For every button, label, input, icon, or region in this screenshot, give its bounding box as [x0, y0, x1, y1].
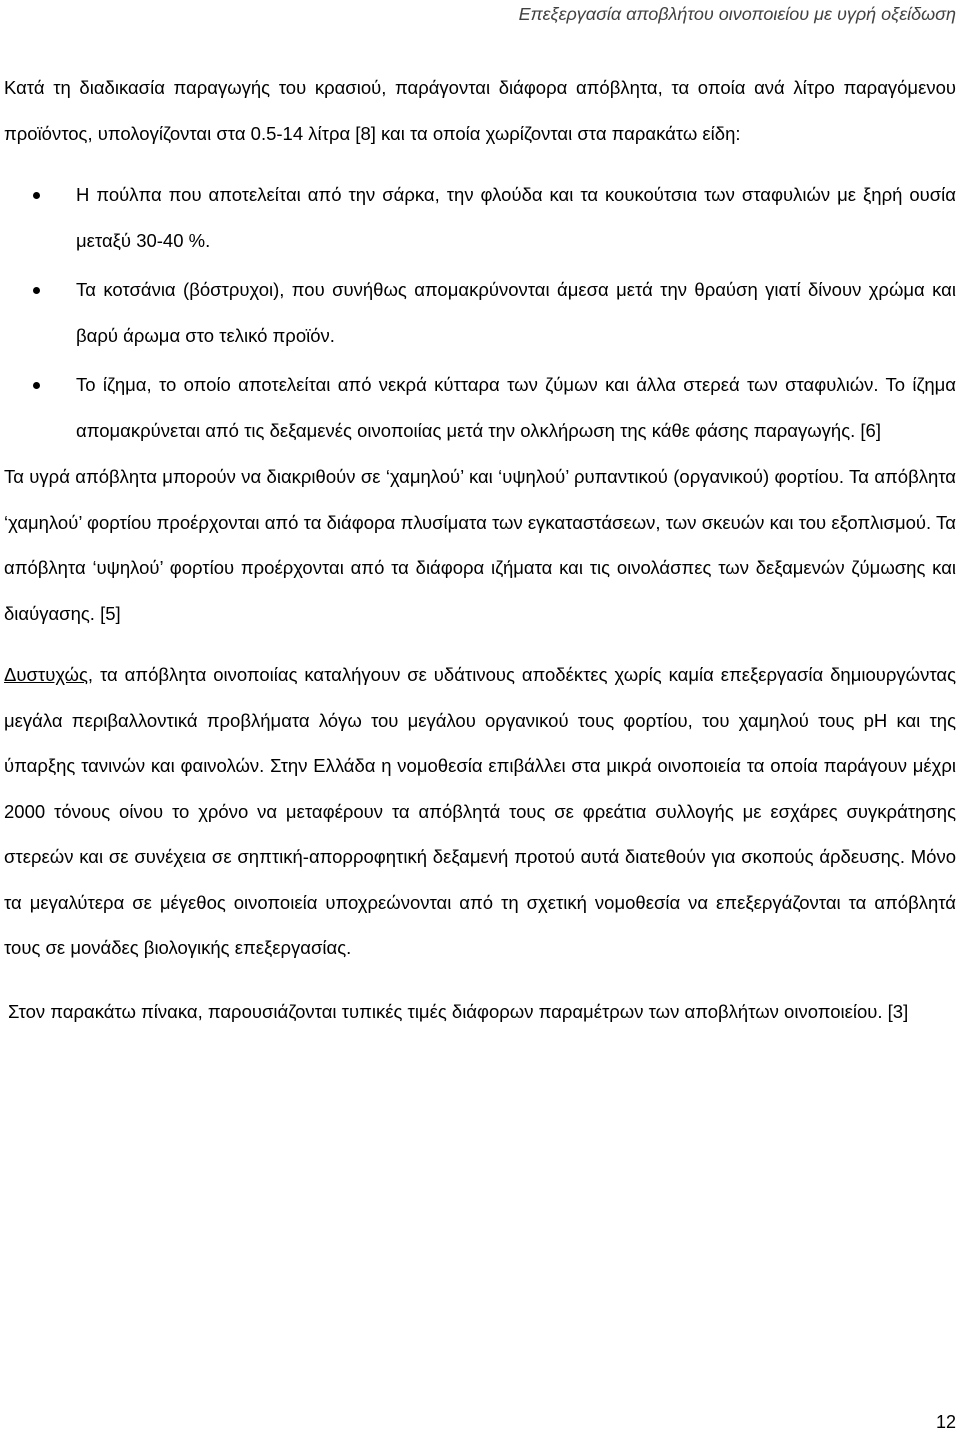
list-item [4, 362, 956, 453]
page-number: 12 [935, 1412, 956, 1432]
list-item [4, 172, 956, 263]
list-item [4, 267, 956, 358]
list-item-text: Το ίζημα, το οποίο αποτελείται από νεκρά κύτταρα των ζύμων και άλλα στερεά των σταφυλιών. Το ίζημα απομακρύνεται από τις δεξαμενές οινοποιίας μετά την ολκλήρωση της κάθε φάσης παραγωγής. [6] [76, 374, 956, 441]
waste-types-list [4, 172, 956, 453]
table-intro-paragraph: Στον παρακάτω πίνακα, παρουσιάζονται τυπικές τιμές διάφορων παραμέτρων των αποβλήτων οινοποιείου. [3] [8, 1000, 909, 1022]
body-text [4, 65, 956, 1034]
list-item-text: Η πούλπα που αποτελείται από την σάρκα, την φλούδα και τα κουκούτσια των σταφυλιών με ξηρή ουσία μεταξύ 30-40 %. [76, 184, 956, 251]
intro-paragraph: Κατά τη διαδικασία παραγωγής του κρασιού, παράγονται διάφορα απόβλητα, τα οποία ανά λίτρο παραγόμενου προϊόντος, υπολογίζονται στα 0.5-14 λίτρα [8] και τα οποία χωρίζονται στα παρακάτω είδη: [4, 77, 956, 144]
running-header: Επεξεργασία αποβλήτου οινοποιείου με υγρή οξείδωση [518, 4, 956, 24]
bullet-icon [33, 382, 40, 389]
underlined-word: Δυστυχώς [4, 664, 88, 685]
liquid-waste-paragraph: Τα υγρά απόβλητα μπορούν να διακριθούν σε ‘χαμηλού’ και ‘υψηλού’ ρυπαντικού (οργανικού) φορτίου. Τα απόβλητα ‘χαμηλού’ φορτίου προέρχονται από τα διάφορα πλυσίματα των εγκαταστάσεων, των σκευών και του εξοπλισμού. Τα απόβλητα ‘υψηλού’ φορτίου προέρχονται από τα διάφορα ιζήματα και τις οινολάσπες των δεξαμενών ζύμωσης και διαύγασης. [5] [4, 466, 956, 624]
paragraph-rest: , τα απόβλητα οινοποιίας καταλήγουν σε υδάτινους αποδέκτες χωρίς καμία επεξεργασία δημιουργώντας μεγάλα περιβαλλοντικά προβλήματα λόγω του μεγάλου οργανικού τους φορτίου, του χαμηλού τους pH και της ύπαρξης τανινών και φαινολών. Στην Ελλάδα η νομοθεσία επιβάλλει στα μικρά οινοποιεία τα οποία παράγουν μέχρι 2000 τόνους οίνου το χρόνο να μεταφέρουν τα απόβλητά τους σε φρεάτια συλλογής με εσχάρες συγκράτησης στερεών και σε συνέχεια σε σηπτική-απορροφητική δεξαμενή προτού αυτά διατεθούν για σκοπούς άρδευσης. Μόνο τα μεγαλύτερα σε μέγεθος οινοποιεία υποχρεώνονται από τη σχετική νομοθεσία να επεξεργάζονται τα απόβλητά τους σε μονάδες βιολογικής επεξεργασίας. [4, 664, 956, 958]
unfortunately-paragraph [4, 652, 956, 971]
bullet-icon [33, 192, 40, 199]
list-item-text: Τα κοτσάνια (βόστρυχοι), που συνήθως απομακρύνονται άμεσα μετά την θραύση γιατί δίνουν χρώμα και βαρύ άρωμα στο τελικό προϊόν. [76, 279, 956, 346]
bullet-icon [33, 287, 40, 294]
